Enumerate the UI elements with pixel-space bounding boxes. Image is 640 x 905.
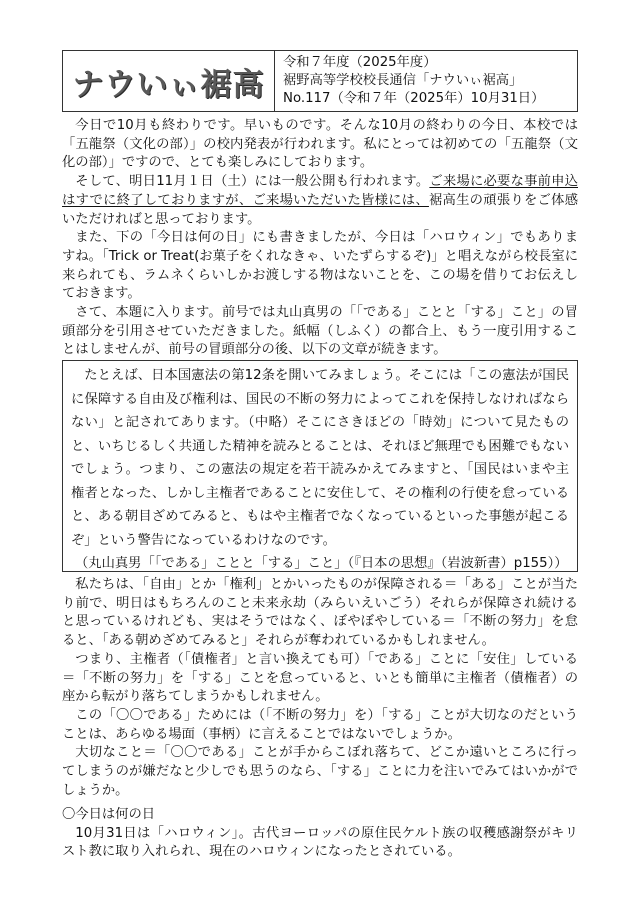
issue-number-date: No.117（令和７年（2025年）10月31日）	[283, 91, 545, 106]
paragraph-intro-2-a: そして、明日11月１日（土）には一般公開も行われます。	[75, 174, 430, 190]
paragraph-main-3: この「〇〇である」ためには（「不断の努力」を）「する」ことが大切なのだということは、あらゆる場面（事柄）に言えることではないでしょうか。	[62, 707, 578, 742]
main-section	[62, 576, 578, 800]
today-section	[62, 806, 578, 862]
paragraph-main-2: つまり、主権者（「債権者」と言い換えても可）「である」ことに「安住」している＝「不断の努力」を「する」ことを怠っていると、いとも簡単に主権者（債権者）の座から転がり落ちてしまうかもしれません。	[62, 651, 578, 705]
quotation-source: （丸山真男「「である」ことと「する」こと」（『日本の思想』（岩波新書）p155））	[74, 556, 568, 571]
quotation-text: たとえば、日本国憲法の第12条を開いてみましょう。そこには「この憲法が国民に保障する自由及び権利は、国民の不断の努力によってこれを保持しなければならない」と記されてあります。（中略）そこにさきほどの「時効」について見たものと、いちじるしく共通した精神を読みとることは、それほど無理でも困難でもないでしょう。つまり、この憲法の規定を若干読みかえてみますと、「国民はいまや主権者となった、しかし主権者であることに安住して、その権利の行使を怠っていると、ある朝目ざめてみると、もはや主権者でなくなっているといった事態が起こるぞ」という警告になっているわけなのです。	[71, 368, 569, 548]
paragraph-intro-3: また、下の「今日は何の日」にも書きましたが、今日は「ハロウィン」でもありますね。「Trick or Treat(お菓子をくれなきゃ、いたずらするぞ)」と唱えながら校長室に来られても、ラムネくらいしかお渡しする物はないことを、この場を借りてお伝えしておきます。	[62, 230, 578, 302]
newsletter-logo: ナウいぃ裾高	[63, 51, 275, 111]
paragraph-main-4: 大切なこと＝「〇〇である」ことが手からこぼれ落ちて、どこか遠いところに行ってしまうのが嫌だなと少しでも思うのなら、「する」ことに力を注いでみてはいかがでしょうか。	[62, 745, 578, 798]
paragraph-intro-4: さて、本題に入ります。前号では丸山真男の「「である」ことと「する」こと」の冒頭部分を引用させていただきました。紙幅（しふく）の都合上、もう一度引用することはしませんが、前号の冒頭部分の後、以下の文章が続きます。	[62, 305, 578, 358]
today-title: 〇今日は何の日	[62, 807, 156, 822]
newsletter-title: 裾野高等学校校長通信「ナウいぃ裾高」	[283, 73, 523, 88]
underlined-notice: ご来場に必要な事前申込はすでに終了しておりますが、ご来場いただいた皆様には、	[62, 174, 578, 208]
intro-section	[62, 117, 578, 360]
paragraph-intro-1: 今日で10月も終わりです。早いものです。そんな10月の終わりの今日、本校では「五龍祭（文化の部）」の校内発表が行われます。私にとっては初めての「五龍祭（文化の部）」ですので、とても楽しみにしております。	[62, 118, 578, 171]
fiscal-year: 令和７年度（2025年度）	[283, 55, 437, 70]
quotation-box	[62, 360, 578, 572]
today-text: 10月31日は「ハロウィン」。古代ヨーロッパの原住民ケルト族の収穫感謝祭がキリスト教に取り入れられ、現在のハロウィンになったとされている。	[62, 825, 578, 860]
paragraph-intro-2-b: 裾高生の頑張りをご体感いただければと思っております。	[62, 192, 579, 227]
header-info	[283, 54, 575, 108]
paragraph-main-1: 私たちは、「自由」とか「権利」とかいったものが保障される＝「ある」ことが当たり前で、明日はもちろんのこと未来永劫（みらいえいごう）それらが保障され続けると思っているけれども、実はそうではなく、ぼやぼやしている＝「不断の努力」を怠ると、「ある朝めざめてみると」それらが奪われているかもしれません。	[62, 577, 578, 649]
paragraph-intro-2	[62, 173, 578, 229]
newsletter-header	[62, 50, 578, 112]
